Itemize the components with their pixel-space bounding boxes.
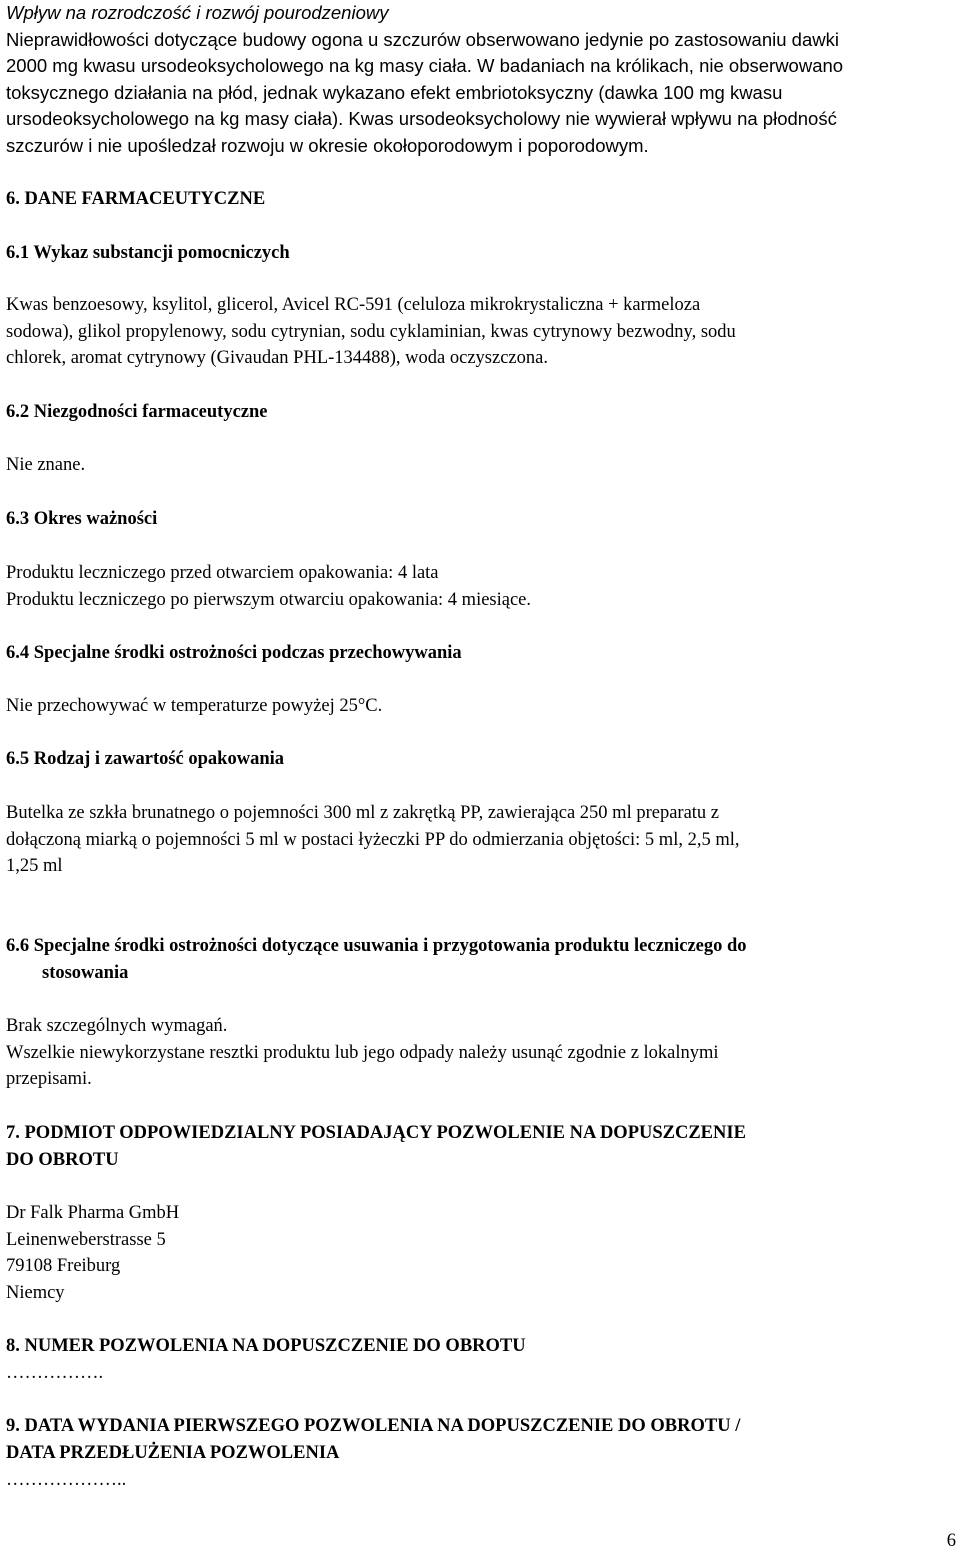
page-number: 6 xyxy=(946,1531,956,1551)
section-6-3-body xyxy=(6,560,954,613)
section-6-3-heading: 6.3 Okres ważności xyxy=(6,509,158,529)
fertility-section xyxy=(6,0,954,159)
placeholder-dots: ………. xyxy=(43,1363,104,1383)
paragraph-line: sodowa), glikol propylenowy, sodu cytrynian, sodu cyklaminian, kwas cytrynowy bezwodny, sodu xyxy=(6,321,736,342)
paragraph-line: dołączoną miarką o pojemności 5 ml w postaci łyżeczki PP do odmierzania objętości: 5 ml, 2,5 ml, xyxy=(6,829,740,850)
fertility-heading: Wpływ na rozrodczość i rozwój pourodzeniowy xyxy=(6,2,389,23)
paragraph-line: szczurów i nie upośledzał rozwoju w okresie okołoporodowym i poporodowym. xyxy=(6,134,649,156)
section-6-5-heading: 6.5 Rodzaj i zawartość opakowania xyxy=(6,749,285,769)
section-6-2-body: Nie znane. xyxy=(6,455,86,475)
country: Niemcy xyxy=(6,1282,65,1303)
section-7-heading xyxy=(6,1120,954,1173)
paragraph-line: Nieprawidłowości dotyczące budowy ogona u szczurów obserwowano jedynie po zastosowaniu dawki xyxy=(6,28,839,50)
heading-line: 7. PODMIOT ODPOWIEDZIALNY POSIADAJĄCY POZWOLENIE NA DOPUSZCZENIE xyxy=(6,1123,746,1143)
paragraph-line: 2000 mg kwasu ursodeoksycholowego na kg masy ciała. W badaniach na królikach, nie obserwowano xyxy=(6,55,844,76)
paragraph-line: Kwas benzoesowy, ksylitol, glicerol, Avicel RC-591 (celuloza mikrokrystaliczna + karmeloza xyxy=(6,295,701,315)
section-9-placeholder: ……………….. xyxy=(6,1470,127,1490)
heading-line: DO OBROTU xyxy=(6,1149,119,1170)
section-6-1-body xyxy=(6,292,954,372)
paragraph-line: przepisami. xyxy=(6,1069,92,1089)
section-6-4-heading: 6.4 Specjalne środki ostrożności podczas przechowywania xyxy=(6,643,462,663)
heading-line: 6.6 Specjalne środki ostrożności dotyczące usuwania i przygotowania produktu leczniczego do xyxy=(6,936,747,956)
section-9-heading xyxy=(6,1413,954,1466)
paragraph-line: Produktu leczniczego po pierwszym otwarciu opakowania: 4 miesiące. xyxy=(6,589,532,610)
heading-line: 9. DATA WYDANIA PIERWSZEGO POZWOLENIA NA DOPUSZCZENIE DO OBROTU / xyxy=(6,1416,741,1436)
marketing-authorisation-holder-address xyxy=(6,1200,954,1306)
placeholder-dots: …… xyxy=(6,1363,43,1383)
section-6-heading: 6. DANE FARMACEUTYCZNE xyxy=(6,189,266,209)
section-6-5-body xyxy=(6,800,954,880)
paragraph-line: toksycznego działania na płód, jednak wykazano efekt embriotoksyczny (dawka 100 mg kwasu xyxy=(6,81,783,103)
paragraph-line: ursodeoksycholowego na kg masy ciała). Kwas ursodeoksycholowy nie wywierał wpływu na płodność xyxy=(6,108,837,129)
section-6-1-heading: 6.1 Wykaz substancji pomocniczych xyxy=(6,243,290,263)
heading-line: DATA PRZEDŁUŻENIA POZWOLENIA xyxy=(6,1442,340,1463)
section-6-2-heading: 6.2 Niezgodności farmaceutyczne xyxy=(6,402,268,422)
paragraph-line: 1,25 ml xyxy=(6,856,63,876)
section-6-4-body: Nie przechowywać w temperaturze powyżej 25°C. xyxy=(6,696,383,716)
paragraph-line: Produktu leczniczego przed otwarciem opakowania: 4 lata xyxy=(6,563,439,583)
paragraph-line: Brak szczególnych wymagań. xyxy=(6,1016,228,1036)
street: Leinenweberstrasse 5 xyxy=(6,1229,166,1250)
section-8-heading: 8. NUMER POZWOLENIA NA DOPUSZCZENIE DO OBROTU xyxy=(6,1336,526,1356)
section-6-6-body xyxy=(6,1013,954,1093)
company-name: Dr Falk Pharma GmbH xyxy=(6,1203,180,1223)
paragraph-line: chlorek, aromat cytrynowy (Givaudan PHL-134488), woda oczyszczona. xyxy=(6,348,548,368)
postal-city: 79108 Freiburg xyxy=(6,1256,121,1276)
paragraph-line: Butelka ze szkła brunatnego o pojemności 300 ml z zakrętką PP, zawierająca 250 ml preparatu z xyxy=(6,803,720,823)
heading-line: stosowania xyxy=(42,962,129,983)
paragraph-line: Wszelkie niewykorzystane resztki produktu lub jego odpady należy usunąć zgodnie z lokalnymi xyxy=(6,1042,719,1063)
section-8-placeholder xyxy=(6,1360,954,1387)
section-6-6-heading xyxy=(6,933,954,986)
